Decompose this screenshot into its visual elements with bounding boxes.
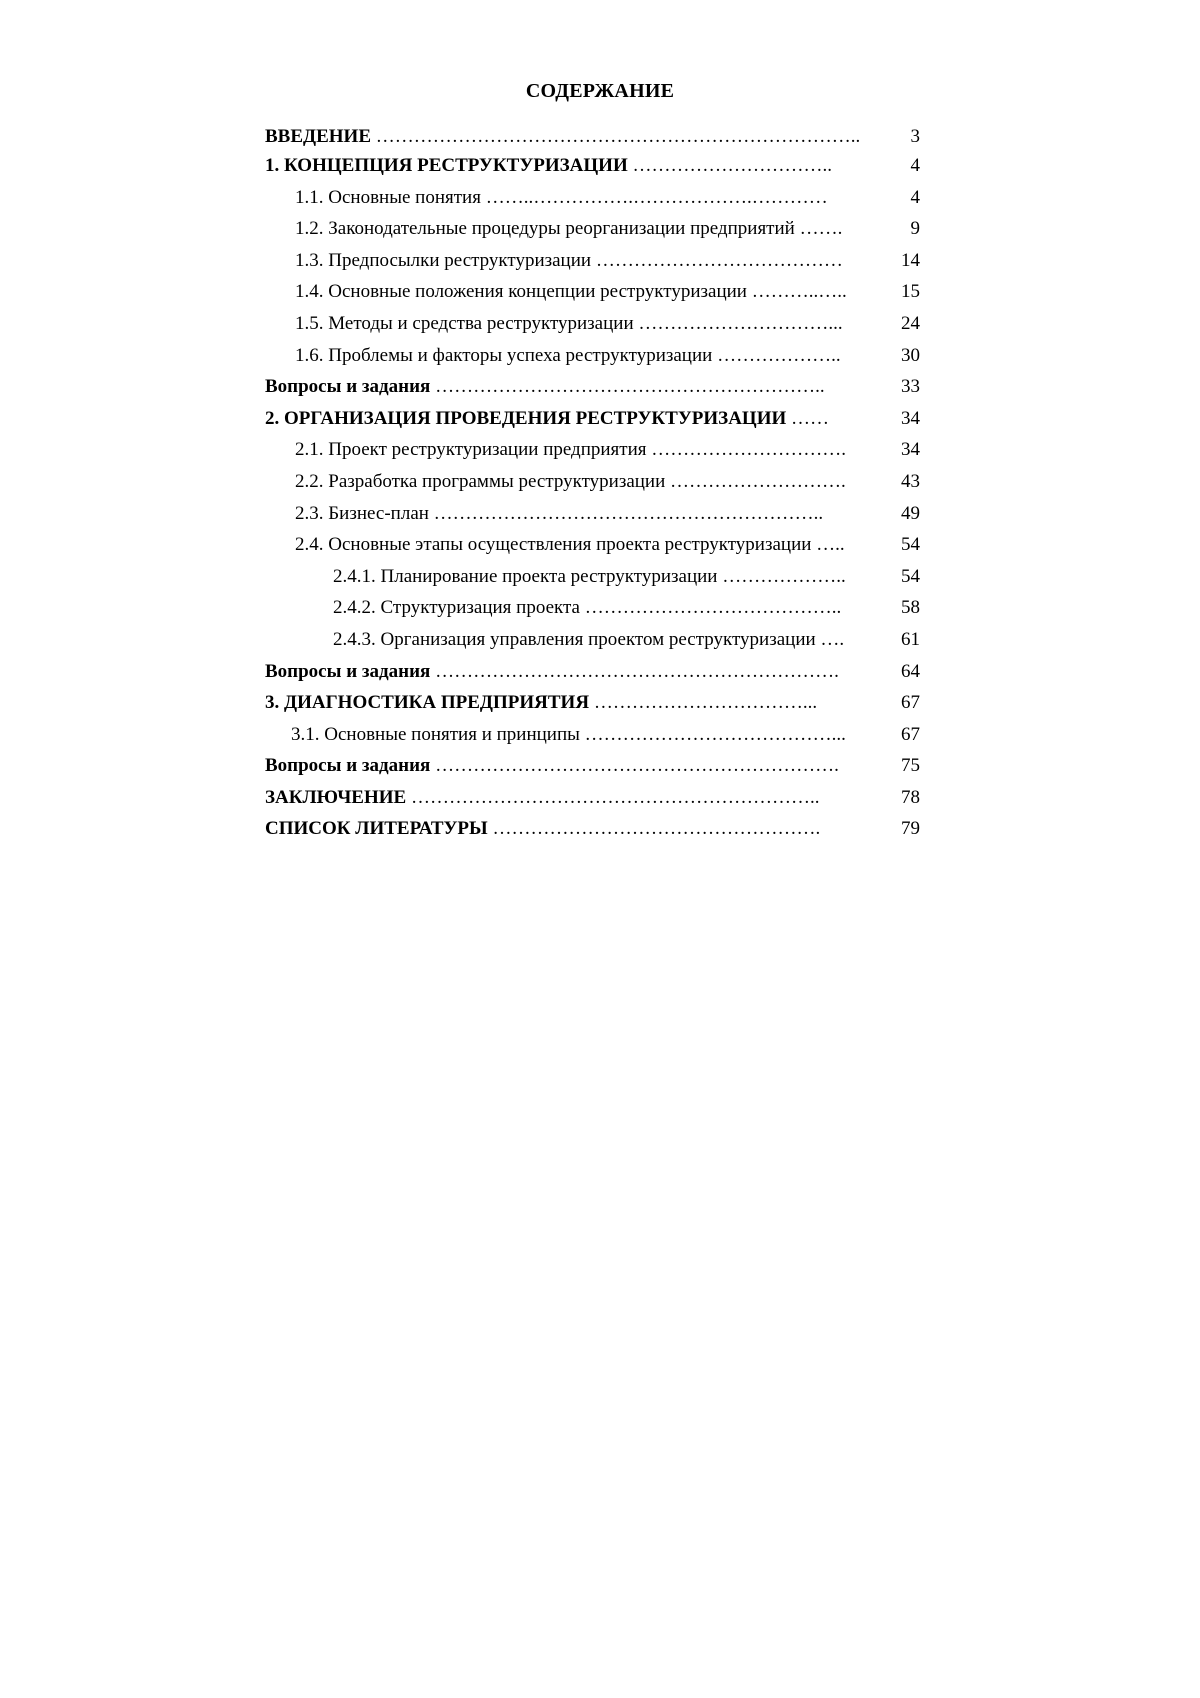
toc-page-number: 4 [910,155,920,176]
toc-page-number: 58 [901,597,920,619]
toc-entry-text [265,124,872,150]
toc-entry[interactable] [265,124,920,150]
toc-leader-dots: ………………………………….. [579,597,842,619]
toc-leader-dots: ….. [811,534,845,556]
toc-page-number: 54 [901,534,920,556]
toc-entry-label: 2.3. Бизнес-план [295,502,429,524]
toc-entry-text [265,624,872,656]
toc-entry-label: 1.6. Проблемы и факторы успеха реструктуризации [295,344,713,366]
toc-page-number: 15 [901,281,920,303]
toc-entry-text [265,813,872,845]
toc-entry[interactable] [265,403,920,435]
toc-entry-text [265,529,872,561]
toc-entry[interactable] [265,529,920,561]
toc-entry-label: 2.2. Разработка программы реструктуризации [295,470,666,492]
toc-page-number: 33 [901,376,920,398]
toc-entry-label: 2. ОРГАНИЗАЦИЯ ПРОВЕДЕНИЯ РЕСТРУКТУРИЗАЦИИ [265,407,787,429]
toc-page-number: 30 [901,344,920,366]
toc-entry-text [265,245,872,277]
toc-leader-dots: …………………………... [633,312,843,334]
toc-page-number: 34 [901,407,920,429]
toc-entry-text [265,340,872,372]
toc-leader-dots: ……………….. [717,565,846,587]
toc-leader-dots: ……………………………... [589,692,818,714]
toc-entry-label: 1. КОНЦЕПЦИЯ РЕСТРУКТУРИЗАЦИИ [265,155,628,176]
toc-entry-text [265,276,872,308]
toc-leader-dots: ………………………………………………………. [430,755,839,777]
toc-entry[interactable] [265,592,920,624]
toc-entry[interactable] [265,276,920,308]
toc-leader-dots: ………………………………………………………. [430,660,839,682]
toc-entry-text [265,403,872,435]
toc-entry-text [265,561,872,593]
toc-entry-label: СПИСОК ЛИТЕРАТУРЫ [265,818,488,840]
toc-entry[interactable] [265,750,920,782]
toc-entry-text [265,782,872,814]
toc-entry-label: 2.1. Проект реструктуризации предприятия [295,439,647,461]
toc-entry-text [265,182,872,214]
toc-page-number: 54 [901,565,920,587]
toc-entry[interactable] [265,245,920,277]
toc-entry-label: 2.4.1. Планирование проекта реструктуризации [333,565,718,587]
toc-entry-label: 1.3. Предпосылки реструктуризации [295,249,592,271]
toc-entry-label: 2.4. Основные этапы осуществления проекта реструктуризации [295,534,812,556]
toc-entry-text [265,750,872,782]
toc-leader-dots: ……..…………….……………….………… [480,186,828,208]
toc-entry[interactable] [265,687,920,719]
toc-page-number: 43 [901,470,920,492]
toc-page-number: 3 [910,126,920,147]
toc-entry-label: ВВЕДЕНИЕ [265,126,371,147]
toc-entry-text [265,498,872,530]
toc-leader-dots: ………………………. [665,470,846,492]
toc-entry-label: ЗАКЛЮЧЕНИЕ [265,786,407,808]
toc-entry-label: Вопросы и задания [265,755,431,777]
toc-entry-label: 3.1. Основные понятия и принципы [291,723,580,745]
toc-entry[interactable] [265,466,920,498]
toc-entry[interactable] [265,782,920,814]
toc-entry[interactable] [265,719,920,751]
toc-entry-text [265,308,872,340]
toc-entry-text [265,466,872,498]
toc-entry-text [265,592,872,624]
toc-page-number: 9 [910,218,920,240]
toc-entry-label: 3. ДИАГНОСТИКА ПРЕДПРИЯТИЯ [265,692,590,714]
table-of-contents [265,124,920,845]
toc-leader-dots: ………..….. [746,281,847,303]
toc-entry[interactable] [265,213,920,245]
toc-entry-label: 1.4. Основные положения концепции реструктуризации [295,281,747,303]
toc-entry-label: Вопросы и задания [265,376,431,398]
toc-entry-label: Вопросы и задания [265,660,431,682]
toc-page-number: 79 [901,818,920,840]
toc-page-number: 67 [901,723,920,745]
toc-entry[interactable] [265,434,920,466]
toc-entry[interactable] [265,182,920,214]
toc-page-number: 67 [901,692,920,714]
toc-entry-label: 1.1. Основные понятия [295,186,481,208]
toc-entry-label: 1.5. Методы и средства реструктуризации [295,312,634,334]
toc-entry[interactable] [265,498,920,530]
toc-leader-dots: …… [786,407,829,429]
toc-entry[interactable] [265,371,920,403]
toc-entry-text [265,687,872,719]
toc-entry[interactable] [265,308,920,340]
toc-entry-label: 1.2. Законодательные процедуры реорганизации предприятий [295,218,795,240]
toc-page-number: 64 [901,660,920,682]
toc-leader-dots: …………………………………………………….. [430,376,825,398]
toc-leader-dots: …………………………………………………….. [428,502,824,524]
toc-entry[interactable] [265,813,920,845]
toc-leader-dots: …. [815,628,845,650]
toc-page-number: 24 [901,312,920,334]
toc-entry-text [265,434,872,466]
toc-page-number: 4 [910,186,920,208]
toc-entry-label: 2.4.2. Структуризация проекта [333,597,580,619]
toc-entry[interactable] [265,150,920,182]
toc-page-number: 49 [901,502,920,524]
toc-title: СОДЕРЖАНИЕ [525,80,675,102]
toc-leader-dots: …………………………. [646,439,846,461]
toc-leader-dots: ……………….. [712,344,841,366]
toc-page-number: 34 [901,439,920,461]
toc-entry[interactable] [265,340,920,372]
toc-entry-text [265,213,872,245]
toc-entry-text [265,656,872,688]
toc-leader-dots: …………………………………... [579,723,846,745]
toc-entry[interactable] [265,624,920,656]
toc-page-number: 61 [901,628,920,650]
toc-entry-text [265,150,872,182]
toc-entry[interactable] [265,656,920,688]
toc-entry-label: 2.4.3. Организация управления проектом реструктуризации [333,628,816,650]
toc-entry-text [265,719,872,751]
toc-leader-dots: ………………………….. [627,155,832,176]
toc-page-number: 78 [901,786,920,808]
toc-leader-dots: ………………………………… [591,249,843,271]
toc-leader-dots: ……. [794,218,843,240]
toc-leader-dots: ……………………………………………. [487,818,821,840]
toc-entry[interactable] [265,561,920,593]
toc-leader-dots: ………………………………………………………………….. [371,126,861,147]
toc-page-number: 14 [901,249,920,271]
toc-leader-dots: ……………………………………………………….. [406,786,820,808]
toc-page-number: 75 [901,755,920,777]
toc-entry-text [265,371,872,403]
